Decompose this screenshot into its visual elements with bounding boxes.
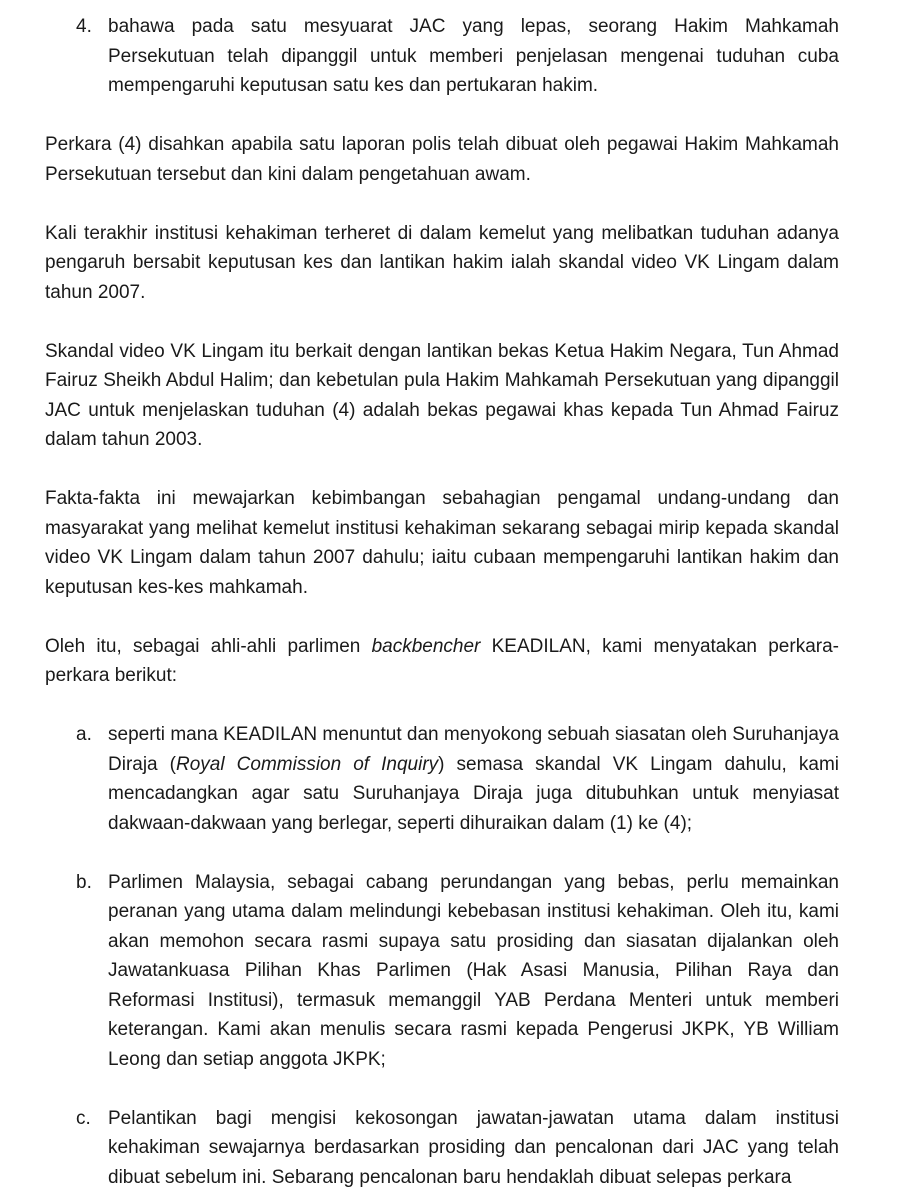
list-item-a xyxy=(45,720,839,838)
intro-italic-term: backbencher xyxy=(371,635,481,657)
list-item-text: Parlimen Malaysia, sebagai cabang perundangan yang bebas, perlu memainkan peranan yang utama dalam melindungi kebebasan institusi kehakiman. Oleh itu, kami akan memohon secara rasmi supaya satu prosiding dan siasatan dijalankan oleh Jawatankuasa Pilihan Khas Parlimen (Hak Asasi Manusia, Pilihan Raya dan Reformasi Institusi), termasuk memanggil YAB Perdana Menteri untuk memberi keterangan. Kami akan menulis secara rasmi kepada Pengerusi JKPK, YB William Leong dan setiap anggota JKPK; xyxy=(108,871,839,1070)
item-a-text-start: seperti mana KEADILAN menuntut dan menyokong sebuah siasatan oleh Suruhanjaya Diraja ( xyxy=(108,724,839,775)
paragraph: Skandal video VK Lingam itu berkait dengan lantikan bekas Ketua Hakim Negara, Tun Ahmad Fairuz Sheikh Abdul Halim; dan kebetulan pula Hakim Mahkamah Persekutuan yang dipanggil JAC untuk menjelaskan tuduhan (4) adalah bekas pegawai khas kepada Tun Ahmad Fairuz dalam tahun 2003. xyxy=(45,340,839,450)
list-item-text: bahawa pada satu mesyuarat JAC yang lepas, seorang Hakim Mahkamah Persekutuan telah dipanggil untuk memberi penjelasan mengenai tuduhan cuba mempengaruhi keputusan satu kes dan pertukaran hakim. xyxy=(108,16,839,96)
item-a-italic-term: Royal Commission of Inquiry xyxy=(176,753,439,775)
list-item-text: Pelantikan bagi mengisi kekosongan jawatan-jawatan utama dalam institusi kehakiman sewajarnya berdasarkan prosiding dan pencalonan dari JAC yang telah dibuat sebelum ini. Sebarang pencalonan baru hendaklah dibuat selepas perkara xyxy=(108,1107,839,1188)
list-item-c xyxy=(45,1104,839,1193)
paragraph: Fakta-fakta ini mewajarkan kebimbangan sebahagian pengamal undang-undang dan masyarakat yang melihat kemelut institusi kehakiman sekarang sebagai mirip kepada skandal video VK Lingam dalam tahun 2007 dahulu; iaitu cubaan mempengaruhi lantikan hakim dan keputusan kes-kes mahkamah. xyxy=(45,488,839,598)
paragraph: Perkara (4) disahkan apabila satu laporan polis telah dibuat oleh pegawai Hakim Mahkamah Persekutuan tersebut dan kini dalam pengetahuan awam. xyxy=(45,134,839,185)
list-marker: a. xyxy=(76,724,92,745)
intro-text-end: KEADILAN, kami menyatakan perkara-perkara berikut: xyxy=(45,635,839,686)
list-item-text xyxy=(108,720,839,838)
intro-paragraph xyxy=(45,632,839,691)
list-item-b xyxy=(45,868,839,1075)
paragraph: Kali terakhir institusi kehakiman terheret di dalam kemelut yang melibatkan tuduhan adanya pengaruh bersabit keputusan kes dan lantikan hakim ialah skandal video VK Lingam dalam tahun 2007. xyxy=(45,222,839,303)
document-page xyxy=(45,12,839,1192)
list-marker: b. xyxy=(76,871,92,893)
list-marker: 4. xyxy=(76,16,92,37)
intro-text-start: Oleh itu, sebagai ahli-ahli parlimen xyxy=(45,635,372,657)
list-item-4 xyxy=(45,12,839,101)
list-marker: c. xyxy=(76,1107,91,1129)
item-a-text-end: ) semasa skandal VK Lingam dahulu, kami mencadangkan agar satu Suruhanjaya Diraja juga ditubuhkan untuk menyiasat dakwaan-dakwaan yang berlegar, seperti dihuraikan dalam (1) ke (4); xyxy=(108,753,839,834)
